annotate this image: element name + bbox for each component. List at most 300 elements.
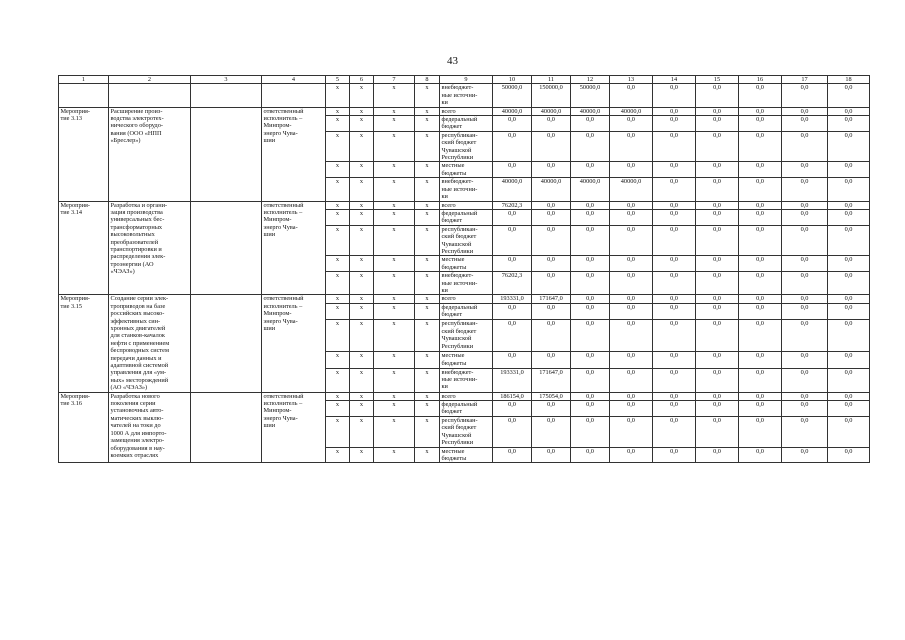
x-mark-cell: x xyxy=(415,368,440,392)
value-cell: 0,0 xyxy=(696,178,739,201)
value-cell: 0,0 xyxy=(828,201,870,209)
value-cell: 0,0 xyxy=(828,416,870,447)
value-cell: 0,0 xyxy=(493,352,532,368)
value-cell: 0,0 xyxy=(782,178,828,201)
value-cell: 0,0 xyxy=(739,209,782,225)
x-mark-cell: x xyxy=(326,225,350,256)
x-mark-cell: x xyxy=(326,107,350,115)
value-cell: 0,0 xyxy=(493,256,532,272)
value-cell: 0,0 xyxy=(653,401,696,417)
value-cell: 0,0 xyxy=(571,368,610,392)
x-mark-cell: x xyxy=(415,401,440,417)
funding-source-cell: республикан- ский бюджет Чувашской Республики xyxy=(440,225,493,256)
x-mark-cell: x xyxy=(415,116,440,132)
value-cell: 0,0 xyxy=(653,392,696,400)
measure-cell: Мероприя- тие 3.14 xyxy=(59,201,109,295)
funding-source-cell: местные бюджеты xyxy=(440,352,493,368)
value-cell: 0,0 xyxy=(782,320,828,352)
executor-cell xyxy=(262,84,326,107)
column-header: 14 xyxy=(653,76,696,84)
value-cell: 0,0 xyxy=(571,352,610,368)
value-cell: 0,0 xyxy=(696,116,739,132)
funding-source-cell: республикан- ский бюджет Чувашской Республики xyxy=(440,416,493,447)
x-mark-cell: x xyxy=(415,107,440,115)
value-cell: 40000,0 xyxy=(532,178,571,201)
x-mark-cell: x xyxy=(374,84,415,107)
measure-cell: Мероприя- тие 3.16 xyxy=(59,392,109,463)
x-mark-cell: x xyxy=(374,256,415,272)
value-cell: 0,0 xyxy=(532,225,571,256)
x-mark-cell: x xyxy=(374,320,415,352)
value-cell: 0,0 xyxy=(571,225,610,256)
value-cell: 0,0 xyxy=(696,352,739,368)
empty-cell xyxy=(191,295,262,392)
x-mark-cell: x xyxy=(415,162,440,178)
x-mark-cell: x xyxy=(350,84,374,107)
value-cell: 0,0 xyxy=(532,116,571,132)
value-cell: 0,0 xyxy=(739,131,782,162)
x-mark-cell: x xyxy=(350,352,374,368)
value-cell: 0,0 xyxy=(493,225,532,256)
value-cell: 0,0 xyxy=(828,352,870,368)
column-header: 5 xyxy=(326,76,350,84)
value-cell: 0,0 xyxy=(828,272,870,295)
value-cell: 0,0 xyxy=(696,401,739,417)
value-cell: 0,0 xyxy=(532,304,571,320)
column-header: 17 xyxy=(782,76,828,84)
value-cell: 0,0 xyxy=(828,131,870,162)
x-mark-cell: x xyxy=(374,392,415,400)
value-cell: 175054,0 xyxy=(532,392,571,400)
value-cell: 0,0 xyxy=(610,295,653,304)
funding-source-cell: всего xyxy=(440,201,493,209)
column-header: 18 xyxy=(828,76,870,84)
x-mark-cell: x xyxy=(374,116,415,132)
value-cell: 50000,0 xyxy=(571,84,610,107)
value-cell: 0,0 xyxy=(653,162,696,178)
value-cell: 40000,0 xyxy=(571,107,610,115)
x-mark-cell: x xyxy=(350,392,374,400)
value-cell: 0,0 xyxy=(739,368,782,392)
value-cell: 0,0 xyxy=(739,304,782,320)
value-cell: 76202,3 xyxy=(493,201,532,209)
funding-source-cell: внебюджет- ные источни- ки xyxy=(440,178,493,201)
value-cell: 0,0 xyxy=(782,401,828,417)
x-mark-cell: x xyxy=(326,352,350,368)
measure-cell xyxy=(59,84,109,107)
x-mark-cell: x xyxy=(350,178,374,201)
x-mark-cell: x xyxy=(350,162,374,178)
value-cell: 0,0 xyxy=(571,392,610,400)
value-cell: 0,0 xyxy=(782,272,828,295)
x-mark-cell: x xyxy=(350,401,374,417)
value-cell: 0,0 xyxy=(653,304,696,320)
value-cell: 0,0 xyxy=(610,84,653,107)
value-cell: 0,0 xyxy=(696,131,739,162)
value-cell: 0,0 xyxy=(739,447,782,463)
value-cell: 0,0 xyxy=(653,368,696,392)
value-cell: 0,0 xyxy=(610,368,653,392)
value-cell: 0,0 xyxy=(696,392,739,400)
value-cell: 0,0 xyxy=(532,272,571,295)
value-cell: 0,0 xyxy=(782,256,828,272)
value-cell: 0,0 xyxy=(653,272,696,295)
value-cell: 0,0 xyxy=(653,209,696,225)
value-cell: 0,0 xyxy=(532,352,571,368)
x-mark-cell: x xyxy=(415,209,440,225)
x-mark-cell: x xyxy=(326,416,350,447)
value-cell: 0,0 xyxy=(739,178,782,201)
value-cell: 0,0 xyxy=(653,352,696,368)
value-cell: 0,0 xyxy=(782,304,828,320)
value-cell: 0,0 xyxy=(782,392,828,400)
value-cell: 0,0 xyxy=(782,352,828,368)
value-cell: 193331,0 xyxy=(493,368,532,392)
value-cell: 0,0 xyxy=(739,116,782,132)
value-cell: 0,0 xyxy=(828,178,870,201)
budget-table xyxy=(58,75,870,463)
value-cell: 0,0 xyxy=(828,116,870,132)
value-cell: 0,0 xyxy=(782,116,828,132)
x-mark-cell: x xyxy=(415,131,440,162)
value-cell: 0,0 xyxy=(610,447,653,463)
value-cell: 0,0 xyxy=(828,162,870,178)
x-mark-cell: x xyxy=(374,304,415,320)
value-cell: 0,0 xyxy=(610,201,653,209)
x-mark-cell: x xyxy=(326,209,350,225)
value-cell: 0,0 xyxy=(739,107,782,115)
value-cell: 0,0 xyxy=(653,131,696,162)
column-header: 15 xyxy=(696,76,739,84)
value-cell: 0,0 xyxy=(696,304,739,320)
x-mark-cell: x xyxy=(374,201,415,209)
empty-cell xyxy=(191,392,262,463)
value-cell: 0,0 xyxy=(532,256,571,272)
value-cell: 0,0 xyxy=(653,116,696,132)
value-cell: 0,0 xyxy=(696,256,739,272)
value-cell: 193331,0 xyxy=(493,295,532,304)
x-mark-cell: x xyxy=(374,295,415,304)
value-cell: 0,0 xyxy=(571,209,610,225)
value-cell: 0,0 xyxy=(493,116,532,132)
value-cell: 0,0 xyxy=(653,256,696,272)
x-mark-cell: x xyxy=(374,162,415,178)
funding-source-cell: республикан- ский бюджет Чувашской Республики xyxy=(440,320,493,352)
value-cell: 40000,0 xyxy=(493,178,532,201)
x-mark-cell: x xyxy=(374,272,415,295)
funding-source-cell: федеральный бюджет xyxy=(440,209,493,225)
value-cell: 0,0 xyxy=(828,392,870,400)
x-mark-cell: x xyxy=(415,295,440,304)
funding-source-cell: местные бюджеты xyxy=(440,447,493,463)
column-header: 8 xyxy=(415,76,440,84)
x-mark-cell: x xyxy=(374,131,415,162)
value-cell: 171647,0 xyxy=(532,295,571,304)
x-mark-cell: x xyxy=(374,178,415,201)
funding-source-cell: федеральный бюджет xyxy=(440,116,493,132)
executor-cell: ответственный исполнитель – Минпром- энерго Чува- шии xyxy=(262,107,326,201)
value-cell: 0,0 xyxy=(739,201,782,209)
value-cell: 0,0 xyxy=(653,84,696,107)
value-cell: 0,0 xyxy=(782,162,828,178)
x-mark-cell: x xyxy=(326,84,350,107)
value-cell: 0,0 xyxy=(828,295,870,304)
value-cell: 0,0 xyxy=(739,320,782,352)
value-cell: 0,0 xyxy=(610,131,653,162)
value-cell: 0,0 xyxy=(493,162,532,178)
value-cell: 0,0 xyxy=(610,320,653,352)
x-mark-cell: x xyxy=(350,256,374,272)
value-cell: 0,0 xyxy=(610,256,653,272)
value-cell: 0,0 xyxy=(739,162,782,178)
funding-source-cell: федеральный бюджет xyxy=(440,304,493,320)
x-mark-cell: x xyxy=(415,225,440,256)
value-cell: 186154,0 xyxy=(493,392,532,400)
value-cell: 40000,0 xyxy=(532,107,571,115)
x-mark-cell: x xyxy=(350,368,374,392)
x-mark-cell: x xyxy=(326,201,350,209)
value-cell: 40000,0 xyxy=(493,107,532,115)
value-cell: 0,0 xyxy=(828,84,870,107)
x-mark-cell: x xyxy=(374,401,415,417)
value-cell: 0,0 xyxy=(739,256,782,272)
measure-cell: Мероприя- тие 3.13 xyxy=(59,107,109,201)
x-mark-cell: x xyxy=(326,368,350,392)
value-cell: 0,0 xyxy=(696,416,739,447)
value-cell: 40000,0 xyxy=(610,178,653,201)
value-cell: 0,0 xyxy=(696,209,739,225)
value-cell: 0,0 xyxy=(610,209,653,225)
value-cell: 0,0 xyxy=(532,162,571,178)
column-header: 1 xyxy=(59,76,109,84)
value-cell: 0,0 xyxy=(739,272,782,295)
x-mark-cell: x xyxy=(374,368,415,392)
value-cell: 0,0 xyxy=(571,256,610,272)
value-cell: 0,0 xyxy=(493,320,532,352)
value-cell: 0,0 xyxy=(493,209,532,225)
value-cell: 0,0 xyxy=(828,368,870,392)
value-cell: 0,0 xyxy=(739,401,782,417)
value-cell: 0,0 xyxy=(782,225,828,256)
value-cell: 171647,0 xyxy=(532,368,571,392)
x-mark-cell: x xyxy=(374,447,415,463)
executor-cell: ответственный исполнитель – Минпром- энерго Чува- шии xyxy=(262,392,326,463)
x-mark-cell: x xyxy=(350,225,374,256)
x-mark-cell: x xyxy=(350,272,374,295)
value-cell: 76202,3 xyxy=(493,272,532,295)
x-mark-cell: x xyxy=(326,131,350,162)
x-mark-cell: x xyxy=(350,416,374,447)
page-number: 43 xyxy=(447,55,458,67)
value-cell: 0,0 xyxy=(828,225,870,256)
x-mark-cell: x xyxy=(374,209,415,225)
funding-source-cell: всего xyxy=(440,107,493,115)
value-cell: 0,0 xyxy=(696,107,739,115)
x-mark-cell: x xyxy=(374,225,415,256)
value-cell: 40000,0 xyxy=(571,178,610,201)
value-cell: 0,0 xyxy=(532,209,571,225)
x-mark-cell: x xyxy=(415,178,440,201)
value-cell: 0,0 xyxy=(610,304,653,320)
value-cell: 0,0 xyxy=(653,225,696,256)
x-mark-cell: x xyxy=(350,304,374,320)
value-cell: 0,0 xyxy=(696,368,739,392)
value-cell: 0,0 xyxy=(739,352,782,368)
value-cell: 0,0 xyxy=(571,131,610,162)
value-cell: 0,0 xyxy=(532,447,571,463)
value-cell: 0,0 xyxy=(696,447,739,463)
x-mark-cell: x xyxy=(326,256,350,272)
x-mark-cell: x xyxy=(415,256,440,272)
table-row xyxy=(59,107,870,115)
value-cell: 0,0 xyxy=(739,295,782,304)
value-cell: 0,0 xyxy=(653,416,696,447)
column-header: 4 xyxy=(262,76,326,84)
table-row xyxy=(59,84,870,107)
value-cell: 0,0 xyxy=(610,225,653,256)
empty-cell xyxy=(191,107,262,201)
value-cell: 0,0 xyxy=(571,201,610,209)
value-cell: 0,0 xyxy=(532,416,571,447)
value-cell: 0,0 xyxy=(610,116,653,132)
x-mark-cell: x xyxy=(326,304,350,320)
empty-cell xyxy=(191,201,262,295)
value-cell: 0,0 xyxy=(493,304,532,320)
value-cell: 0,0 xyxy=(782,84,828,107)
value-cell: 0,0 xyxy=(610,392,653,400)
x-mark-cell: x xyxy=(374,352,415,368)
x-mark-cell: x xyxy=(326,162,350,178)
x-mark-cell: x xyxy=(350,131,374,162)
column-header: 7 xyxy=(374,76,415,84)
value-cell: 0,0 xyxy=(782,447,828,463)
value-cell: 0,0 xyxy=(739,416,782,447)
value-cell: 0,0 xyxy=(782,131,828,162)
x-mark-cell: x xyxy=(415,304,440,320)
value-cell: 0,0 xyxy=(653,295,696,304)
value-cell: 0,0 xyxy=(828,304,870,320)
column-header: 11 xyxy=(532,76,571,84)
value-cell: 0,0 xyxy=(696,320,739,352)
value-cell: 0,0 xyxy=(696,162,739,178)
funding-source-cell: внебюджет- ные источни- ки xyxy=(440,368,493,392)
x-mark-cell: x xyxy=(415,320,440,352)
value-cell: 0,0 xyxy=(696,201,739,209)
x-mark-cell: x xyxy=(326,295,350,304)
x-mark-cell: x xyxy=(326,178,350,201)
value-cell: 0,0 xyxy=(653,107,696,115)
empty-cell xyxy=(191,84,262,107)
x-mark-cell: x xyxy=(415,201,440,209)
value-cell: 150000,0 xyxy=(532,84,571,107)
funding-source-cell: внебюджет- ные источни- ки xyxy=(440,272,493,295)
measure-cell: Мероприя- тие 3.15 xyxy=(59,295,109,392)
x-mark-cell: x xyxy=(350,295,374,304)
value-cell: 0,0 xyxy=(571,295,610,304)
value-cell: 0,0 xyxy=(571,416,610,447)
x-mark-cell: x xyxy=(415,352,440,368)
header-row xyxy=(59,76,870,84)
x-mark-cell: x xyxy=(415,447,440,463)
value-cell: 0,0 xyxy=(571,320,610,352)
value-cell: 0,0 xyxy=(828,209,870,225)
x-mark-cell: x xyxy=(415,84,440,107)
column-header: 3 xyxy=(191,76,262,84)
value-cell: 0,0 xyxy=(739,225,782,256)
column-header: 9 xyxy=(440,76,493,84)
table-row xyxy=(59,392,870,400)
column-header: 16 xyxy=(739,76,782,84)
column-header: 6 xyxy=(350,76,374,84)
x-mark-cell: x xyxy=(350,116,374,132)
value-cell: 0,0 xyxy=(653,447,696,463)
executor-cell: ответственный исполнитель – Минпром- энерго Чува- шии xyxy=(262,201,326,295)
value-cell: 0,0 xyxy=(696,225,739,256)
value-cell: 0,0 xyxy=(782,107,828,115)
description-cell: Расширение произ- водства электротех- нического оборудо- вания (ООО «НПП «Бреслер») xyxy=(109,107,191,201)
funding-source-cell: внебюджет- ные источни- ки xyxy=(440,84,493,107)
funding-source-cell: всего xyxy=(440,295,493,304)
value-cell: 0,0 xyxy=(782,368,828,392)
x-mark-cell: x xyxy=(374,107,415,115)
x-mark-cell: x xyxy=(326,272,350,295)
funding-source-cell: местные бюджеты xyxy=(440,256,493,272)
value-cell: 0,0 xyxy=(493,447,532,463)
x-mark-cell: x xyxy=(350,320,374,352)
value-cell: 0,0 xyxy=(610,416,653,447)
x-mark-cell: x xyxy=(326,116,350,132)
value-cell: 0,0 xyxy=(571,162,610,178)
funding-source-cell: всего xyxy=(440,392,493,400)
value-cell: 0,0 xyxy=(653,178,696,201)
value-cell: 0,0 xyxy=(532,320,571,352)
value-cell: 0,0 xyxy=(696,295,739,304)
value-cell: 0,0 xyxy=(739,392,782,400)
value-cell: 0,0 xyxy=(532,401,571,417)
x-mark-cell: x xyxy=(326,320,350,352)
value-cell: 0,0 xyxy=(828,447,870,463)
x-mark-cell: x xyxy=(350,201,374,209)
value-cell: 0,0 xyxy=(571,272,610,295)
value-cell: 0,0 xyxy=(493,416,532,447)
value-cell: 0,0 xyxy=(571,401,610,417)
description-cell xyxy=(109,84,191,107)
x-mark-cell: x xyxy=(374,416,415,447)
x-mark-cell: x xyxy=(415,392,440,400)
x-mark-cell: x xyxy=(350,107,374,115)
column-header: 2 xyxy=(109,76,191,84)
value-cell: 0,0 xyxy=(610,352,653,368)
value-cell: 40000,0 xyxy=(610,107,653,115)
value-cell: 0,0 xyxy=(653,320,696,352)
funding-source-cell: республикан- ский бюджет Чувашской Республики xyxy=(440,131,493,162)
x-mark-cell: x xyxy=(350,209,374,225)
value-cell: 0,0 xyxy=(696,84,739,107)
description-cell: Разработка нового поколения серии установочных авто- матических выклю- чателей на токи до 1000 А для импорто- замещения электро- оборудования в нау- коемких отраслях xyxy=(109,392,191,463)
x-mark-cell: x xyxy=(326,447,350,463)
executor-cell: ответственный исполнитель – Минпром- энерго Чува- шии xyxy=(262,295,326,392)
value-cell: 0,0 xyxy=(532,201,571,209)
value-cell: 0,0 xyxy=(653,201,696,209)
value-cell: 0,0 xyxy=(828,401,870,417)
x-mark-cell: x xyxy=(415,416,440,447)
value-cell: 0,0 xyxy=(782,295,828,304)
value-cell: 0,0 xyxy=(782,416,828,447)
x-mark-cell: x xyxy=(326,401,350,417)
description-cell: Создание серии элек- троприводов на базе российских высоко- эффективных син- хронных двигателей для станков-качалок нефти с применением беспроводных систем передачи данных и адаптивной системой управления для «ум- ных» месторождений (АО «ЧЭАЗ») xyxy=(109,295,191,392)
funding-source-cell: местные бюджеты xyxy=(440,162,493,178)
funding-source-cell: федеральный бюджет xyxy=(440,401,493,417)
